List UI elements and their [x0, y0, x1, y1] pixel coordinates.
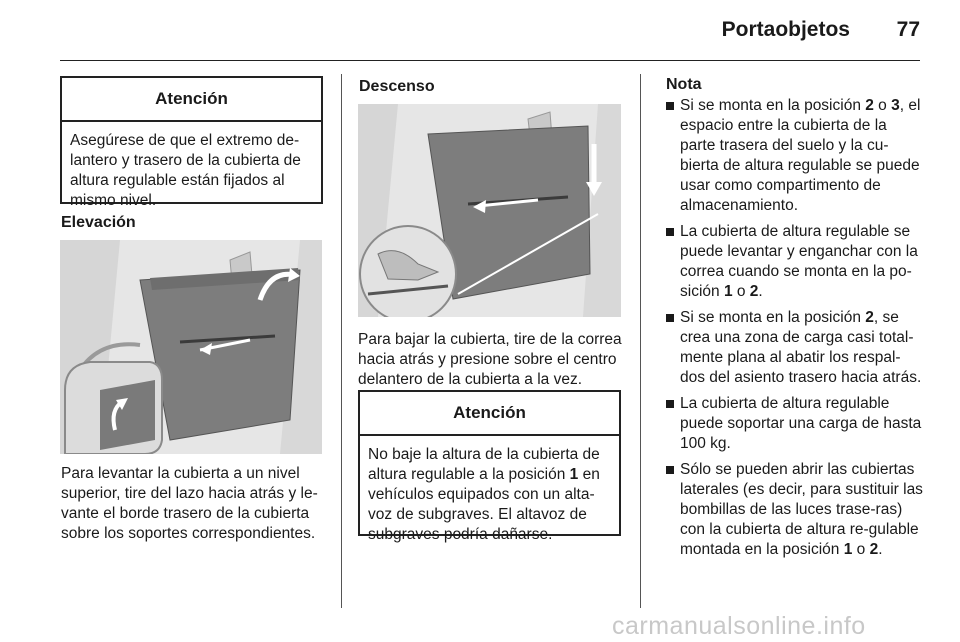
attention-box-title: Atención: [360, 392, 619, 436]
note-bullet-list: [666, 96, 924, 566]
note-bullet: [666, 460, 924, 560]
bullet-text: La cubierta de altura regulable se puede levantar y enganchar con la correa cuando se monta en la po-sición: [680, 223, 918, 300]
position-number: 2: [749, 283, 759, 300]
bullet-square-icon: [666, 228, 674, 236]
position-number: 1: [843, 541, 853, 558]
attention-text-part: en vehículos equipados con un alta-voz de subgraves. El altavoz de subgraves podría dañarse.: [368, 466, 600, 543]
note-bullet: [666, 96, 924, 216]
position-number: 2: [865, 97, 874, 114]
attention-box-middle: [358, 390, 621, 543]
page-number: 77: [896, 18, 920, 41]
bullet-text: o: [852, 541, 870, 558]
illustration-lowering-cover: [358, 104, 621, 317]
attention-box-left: [60, 76, 323, 209]
position-number: 1: [569, 466, 579, 483]
position-number: 2: [869, 541, 879, 558]
column-divider-1: [341, 74, 342, 608]
position-number: 1: [723, 283, 733, 300]
position-number: 2: [865, 309, 874, 326]
paragraph-descenso: Para bajar la cubierta, tire de la correa hacia atrás y presione sobre el centro delantero de la cubierta a la vez.: [358, 331, 622, 388]
column-divider-2: [640, 74, 641, 608]
attention-box-text: Asegúrese de que el extremo de-lantero y trasero de la cubierta de altura regulable están fijados al mismo nivel.: [70, 132, 301, 209]
bullet-text: o: [873, 97, 892, 114]
bullet-text: o: [732, 283, 750, 300]
page-title: Portaobjetos: [721, 18, 850, 41]
bullet-square-icon: [666, 102, 674, 110]
attention-box-title: Atención: [62, 78, 321, 122]
bullet-text: La cubierta de altura regulable puede soportar una carga de hasta 100 kg.: [680, 395, 922, 452]
bullet-text: Si se monta en la posición: [680, 309, 866, 326]
paragraph-elevacion: Para levantar la cubierta a un nivel superior, tire del lazo hacia atrás y le-vante el borde trasero de la cubierta sobre los soportes correspondientes.: [61, 465, 318, 542]
bullet-text: Sólo se pueden abrir las cubiertas laterales (es decir, para sustituir las bombillas de las luces trase-ras) con la cubierta de altura re-gulable montada en la posición: [680, 461, 923, 558]
position-number: 3: [891, 97, 900, 114]
attention-text-part: No baje la altura de la cubierta de altura regulable a la posición: [368, 446, 600, 483]
note-bullet: [666, 394, 924, 454]
illustration-lifting-cover: [60, 240, 322, 454]
watermark: carmanualsonline.info: [612, 612, 866, 640]
bullet-text: , el espacio entre la cubierta de la parte trasera del suelo y la cu-bierta de altura regulable se puede usar como compartimento de almacenamiento.: [680, 97, 921, 214]
bullet-square-icon: [666, 314, 674, 322]
note-label: Nota: [666, 76, 702, 93]
bullet-text: .: [878, 541, 883, 558]
section-title-elevacion: Elevación: [61, 214, 136, 231]
attention-box-text: [360, 436, 619, 545]
note-bullet: [666, 222, 924, 302]
bullet-text: .: [758, 283, 763, 300]
bullet-square-icon: [666, 466, 674, 474]
bullet-text: Si se monta en la posición: [680, 97, 866, 114]
bullet-text: , se crea una zona de carga casi total-mente plana al abatir los respal-dos del asiento trasero hacia atrás.: [680, 309, 922, 386]
header-divider: [60, 60, 920, 61]
section-title-descenso: Descenso: [359, 78, 435, 95]
note-bullet: [666, 308, 924, 388]
bullet-square-icon: [666, 400, 674, 408]
